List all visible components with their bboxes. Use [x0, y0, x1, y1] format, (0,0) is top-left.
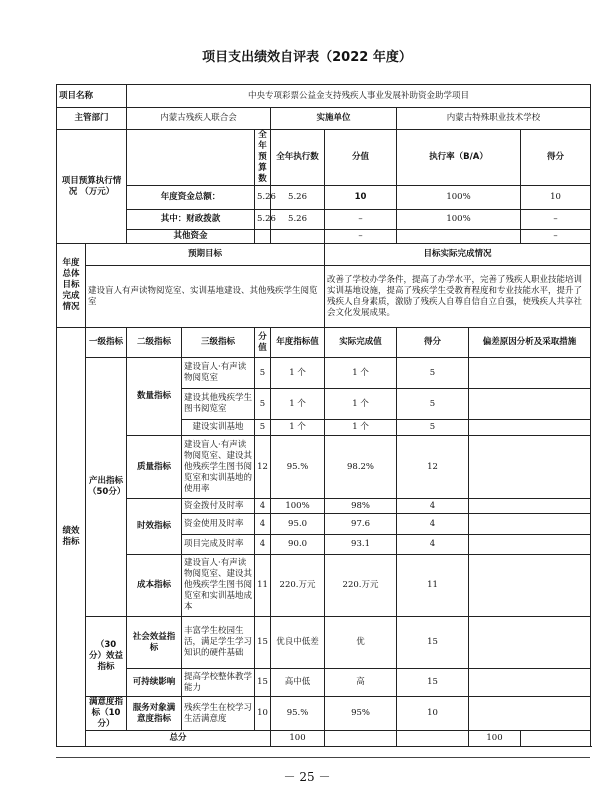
actual-value: 220.万元 — [325, 555, 397, 617]
target-value: 95.0 — [271, 514, 325, 535]
reason-header: 偏差原因分析及采取措施 — [469, 328, 591, 358]
actual-goal-header: 目标实际完成情况 — [325, 244, 591, 266]
score-value: 5 — [255, 420, 271, 436]
actual-value: 高 — [325, 669, 397, 697]
row-project-name — [57, 85, 591, 108]
row-department — [57, 108, 591, 130]
points-header: 得分 — [397, 328, 469, 358]
dept-value: 内蒙古残疾人联合会 — [127, 108, 271, 130]
score-value: 4 — [255, 499, 271, 514]
actual-value: 优 — [325, 617, 397, 669]
target-value: 90.0 — [271, 535, 325, 555]
points-value: 10 — [397, 697, 469, 731]
footer-divider — [56, 757, 590, 758]
reason-value — [469, 358, 591, 389]
l3-indicator: 建设盲人·有声读物阅览室 — [182, 358, 255, 389]
total-points: 100 — [469, 731, 521, 747]
impl-label: 实施单位 — [271, 108, 397, 130]
budget-section-label: 项目预算执行情况 （万元） — [57, 130, 127, 244]
l2-time-label: 时效指标 — [127, 499, 182, 555]
table-row — [57, 617, 591, 669]
score-value: 5 — [255, 389, 271, 420]
budget-value: 5.26 — [255, 210, 271, 230]
actual-value: 1 个 — [325, 389, 397, 420]
actual-goal-text: 改善了学校办学条件，提高了办学水平，完善了残疾人职业技能培训实训基地设施，提高了残疾学生受教育程度和专业技能水平，提升了残疾人自身素质，激励了残疾人自尊自信自立自强，使残疾人共享社会文化发展成果。 — [325, 266, 591, 328]
points-value: 15 — [397, 617, 469, 669]
points-header: 得分 — [521, 130, 591, 186]
score-value: 4 — [255, 514, 271, 535]
rate-value: 100% — [397, 186, 521, 210]
points-value: – — [521, 210, 591, 230]
l3-indicator: 资金拨付及时率 — [182, 499, 255, 514]
impl-value: 内蒙古特殊职业技术学校 — [397, 108, 591, 130]
table-row — [57, 697, 591, 731]
page-number: － 25 － — [283, 770, 331, 784]
l3-indicator: 项目完成及时率 — [182, 535, 255, 555]
points-value: 4 — [397, 514, 469, 535]
actual-value: 95% — [325, 697, 397, 731]
score-value: – — [325, 230, 397, 244]
row-budget-total — [57, 186, 591, 210]
l3-indicator: 建设盲人·有声读物阅览室、建设其他残疾学生图书阅览室和实训基地成本 — [182, 555, 255, 617]
l2-service-label: 服务对象满意度指标 — [127, 697, 182, 731]
target-value: 高中低 — [271, 669, 325, 697]
project-name-value: 中央专项彩票公益金支持残疾人事业发展补助资金助学项目 — [127, 85, 591, 108]
exec-header: 全年执行数 — [271, 130, 325, 186]
points-value: 4 — [397, 535, 469, 555]
reason-value — [469, 697, 591, 731]
target-value: 100% — [271, 499, 325, 514]
exec-value: 5.26 — [271, 186, 325, 210]
row-budget-fiscal — [57, 210, 591, 230]
points-value: 15 — [397, 669, 469, 697]
reason-value — [469, 499, 591, 514]
row-perf-header — [57, 328, 591, 358]
l3-indicator: 丰富学生校园生活，满足学生学习知识的硬件基础 — [182, 617, 255, 669]
l2-social-label: 社会效益指标 — [127, 617, 182, 669]
points-value: 10 — [521, 186, 591, 210]
l3-header: 三级指标 — [182, 328, 255, 358]
budget-value — [255, 230, 271, 244]
rate-header: 执行率（B/A） — [397, 130, 521, 186]
l2-cost-label: 成本指标 — [127, 555, 182, 617]
actual-header: 实际完成值 — [325, 328, 397, 358]
dept-label: 主管部门 — [57, 108, 127, 130]
project-name-label: 项目名称 — [57, 85, 127, 108]
score-value: 10 — [325, 186, 397, 210]
points-value: 5 — [397, 358, 469, 389]
score-value: 12 — [255, 436, 271, 499]
score-value: 10 — [255, 697, 271, 731]
l3-indicator: 提高学校整体教学能力 — [182, 669, 255, 697]
table-row — [57, 436, 591, 499]
budget-row-label: 年度资金总额： — [127, 186, 255, 210]
expected-goal-text: 建设盲人有声读物阅览室、实训基地建设、其他残疾学生阅览室 — [86, 266, 325, 328]
goals-section-label: 年度总体目标完成情况 — [57, 244, 86, 328]
score-value: 15 — [255, 669, 271, 697]
exec-value — [271, 230, 325, 244]
reason-value — [469, 535, 591, 555]
score-value: 4 — [255, 535, 271, 555]
actual-value: 98% — [325, 499, 397, 514]
table-row — [57, 555, 591, 617]
l3-indicator: 建设其他残疾学生图书阅览室 — [182, 389, 255, 420]
budget-row-label: 其他资金 — [127, 230, 255, 244]
reason-value — [469, 420, 591, 436]
row-total — [57, 731, 591, 747]
l3-indicator: 建设盲人·有声读物阅览室、建设其他残疾学生图书阅览室和实训基地的使用率 — [182, 436, 255, 499]
rate-value — [397, 230, 521, 244]
l2-quantity-label: 数量指标 — [127, 358, 182, 436]
target-value: 95.% — [271, 436, 325, 499]
evaluation-table — [56, 84, 591, 747]
table-row — [57, 669, 591, 697]
actual-value: 1 个 — [325, 420, 397, 436]
target-value: 1 个 — [271, 420, 325, 436]
actual-value: 1 个 — [325, 358, 397, 389]
reason-value — [469, 555, 591, 617]
l1-satisfaction-label: 满意度指标（10 分） — [86, 697, 127, 731]
score-value: – — [325, 210, 397, 230]
perf-section-label: 绩效指标 — [57, 328, 86, 747]
reason-value — [469, 669, 591, 697]
points-value: 4 — [397, 499, 469, 514]
points-value: 11 — [397, 555, 469, 617]
row-budget-header — [57, 130, 591, 186]
target-value: 优良中低差 — [271, 617, 325, 669]
table-row — [57, 499, 591, 514]
l1-output-label: 产出指标 （50分） — [86, 358, 127, 617]
score-header: 分值 — [255, 328, 271, 358]
target-value: 1 个 — [271, 358, 325, 389]
row-goals-content — [57, 266, 591, 328]
exec-value: 5.26 — [271, 210, 325, 230]
reason-value — [469, 389, 591, 420]
page-title: 项目支出绩效自评表（2022 年度） — [202, 50, 412, 65]
actual-value: 98.2% — [325, 436, 397, 499]
l2-sustain-label: 可持续影响 — [127, 669, 182, 697]
expected-goal-header: 预期目标 — [86, 244, 325, 266]
points-value: – — [521, 230, 591, 244]
total-score: 100 — [271, 731, 325, 747]
score-value: 5 — [255, 358, 271, 389]
actual-value: 93.1 — [325, 535, 397, 555]
target-header: 年度指标值 — [271, 328, 325, 358]
l3-indicator: 建设实训基地 — [182, 420, 255, 436]
target-value: 1 个 — [271, 389, 325, 420]
points-value: 12 — [397, 436, 469, 499]
budget-value: 5.26 — [255, 186, 271, 210]
points-value: 5 — [397, 420, 469, 436]
row-goals-header — [57, 244, 591, 266]
l2-quality-label: 质量指标 — [127, 436, 182, 499]
l3-indicator: 残疾学生在校学习生活满意度 — [182, 697, 255, 731]
reason-value — [469, 514, 591, 535]
score-header: 分值 — [325, 130, 397, 186]
total-label: 总分 — [86, 731, 271, 747]
l3-indicator: 资金使用及时率 — [182, 514, 255, 535]
row-budget-other — [57, 230, 591, 244]
reason-value — [469, 617, 591, 669]
target-value: 220.万元 — [271, 555, 325, 617]
rate-value: 100% — [397, 210, 521, 230]
l1-header: 一级指标 — [86, 328, 127, 358]
points-value: 5 — [397, 389, 469, 420]
budget-header: 全年预算数 — [255, 130, 271, 186]
reason-value — [469, 436, 591, 499]
l2-header: 二级指标 — [127, 328, 182, 358]
actual-value: 97.6 — [325, 514, 397, 535]
l1-effect-label: （30 分）效益指标 — [86, 617, 127, 697]
budget-row-label: 其中：财政拨款 — [127, 210, 255, 230]
score-value: 11 — [255, 555, 271, 617]
target-value: 95.% — [271, 697, 325, 731]
table-row — [57, 358, 591, 389]
score-value: 15 — [255, 617, 271, 669]
